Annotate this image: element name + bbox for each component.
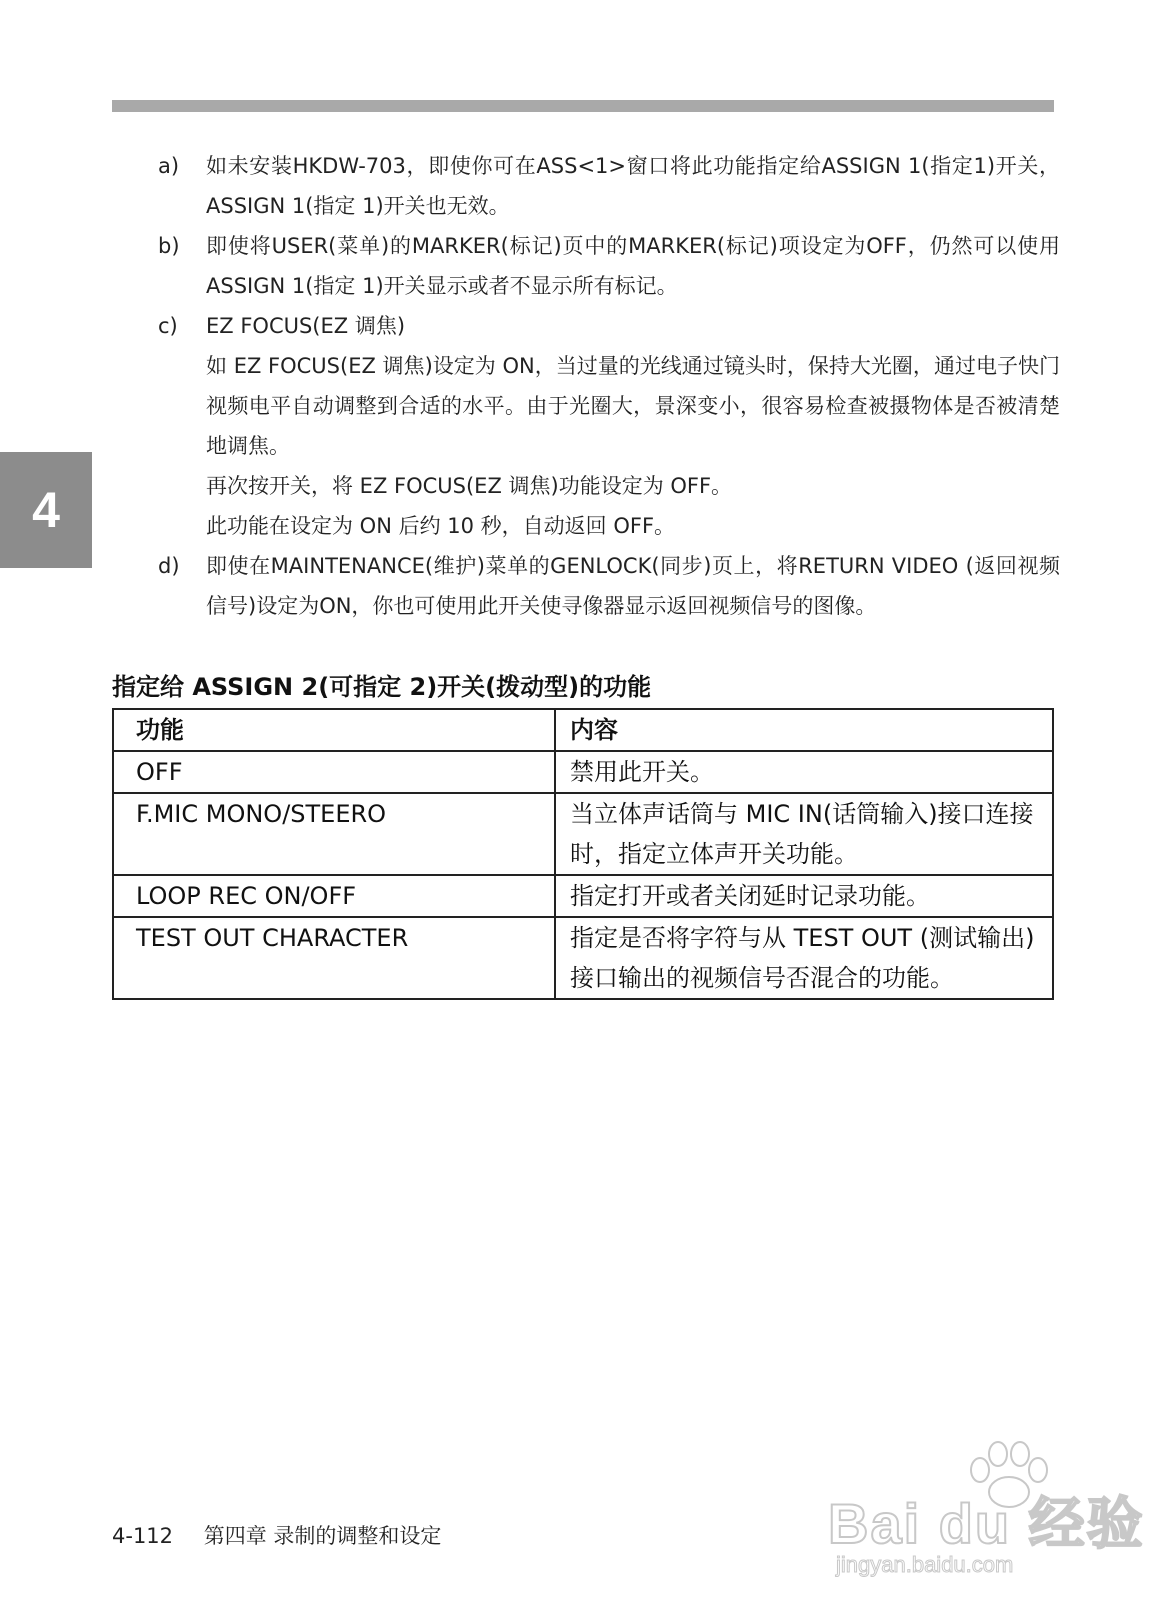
list-marker: d): [158, 554, 180, 578]
list-item-body: [206, 146, 1060, 226]
paragraph: 如 EZ FOCUS(EZ 调焦)设定为 ON，当过量的光线通过镜头时，保持大光圈，通过电子快门视频电平自动调整到合适的水平。由于光圈大，景深变小，很容易检查被摄物体是否被清楚地调焦。: [206, 354, 1060, 458]
page-footer: [112, 1520, 441, 1550]
list-item-body: [206, 306, 1060, 546]
table-cell: TEST OUT CHARACTER: [113, 917, 555, 999]
table-row: [113, 793, 1053, 875]
column-header: 功能: [113, 709, 555, 751]
table-row: [113, 751, 1053, 793]
table-cell: 禁用此开关。: [555, 751, 1053, 793]
table-cell: LOOP REC ON/OFF: [113, 875, 555, 917]
table-cell: F.MIC MONO/STEERO: [113, 793, 555, 875]
list-item-body: [206, 226, 1060, 306]
table-cell: 指定打开或者关闭延时记录功能。: [555, 875, 1053, 917]
paragraph: 再次按开关，将 EZ FOCUS(EZ 调焦)功能设定为 OFF。: [206, 474, 733, 498]
table-row: [113, 917, 1053, 999]
table-cell: 指定是否将字符与从 TEST OUT (测试输出)接口输出的视频信号否混合的功能。: [555, 917, 1053, 999]
chapter-title: 第四章 录制的调整和设定: [203, 1524, 442, 1548]
watermark: [828, 1440, 1145, 1580]
list-item: [158, 146, 1060, 226]
list-marker: c): [158, 314, 178, 338]
list-item: [158, 226, 1060, 306]
note-list: [158, 146, 1060, 626]
list-item-body: [206, 546, 1060, 626]
page-number: 4-112: [112, 1524, 174, 1548]
table-row: [113, 875, 1053, 917]
column-header: 内容: [555, 709, 1053, 751]
paragraph: 即使将USER(菜单)的MARKER(标记)页中的MARKER(标记)项设定为OFF，仍然可以使用 ASSIGN 1(指定 1)开关显示或者不显示所有标记。: [206, 234, 1060, 298]
paragraph: 此功能在设定为 ON 后约 10 秒，自动返回 OFF。: [206, 514, 676, 538]
paragraph-heading: EZ FOCUS(EZ 调焦): [206, 314, 406, 338]
list-marker: a): [158, 154, 180, 178]
chapter-tab-number: 4: [32, 482, 60, 538]
watermark-logo: Bai du 经验: [828, 1492, 1145, 1555]
paragraph: 如未安装HKDW-703，即使你可在ASS<1>窗口将此功能指定给ASSIGN 1(指定1)开关，ASSIGN 1(指定 1)开关也无效。: [206, 154, 1060, 218]
list-item: [158, 306, 1060, 546]
table-header-row: [113, 709, 1053, 751]
table-cell: OFF: [113, 751, 555, 793]
top-rule: [112, 100, 1054, 112]
function-table: [112, 708, 1054, 1000]
list-marker: b): [158, 234, 180, 258]
table-cell: 当立体声话筒与 MIC IN(话筒输入)接口连接时，指定立体声开关功能。: [555, 793, 1053, 875]
watermark-url: jingyan.baidu.com: [836, 1552, 1014, 1577]
paragraph: 即使在MAINTENANCE(维护)菜单的GENLOCK(同步)页上，将RETURN VIDEO (返回视频信号)设定为ON，你也可使用此开关使寻像器显示返回视频信号的图像。: [206, 554, 1060, 618]
chapter-tab: [0, 452, 92, 568]
list-item: [158, 546, 1060, 626]
section-title: 指定给 ASSIGN 2(可指定 2)开关(拨动型)的功能: [112, 673, 652, 701]
